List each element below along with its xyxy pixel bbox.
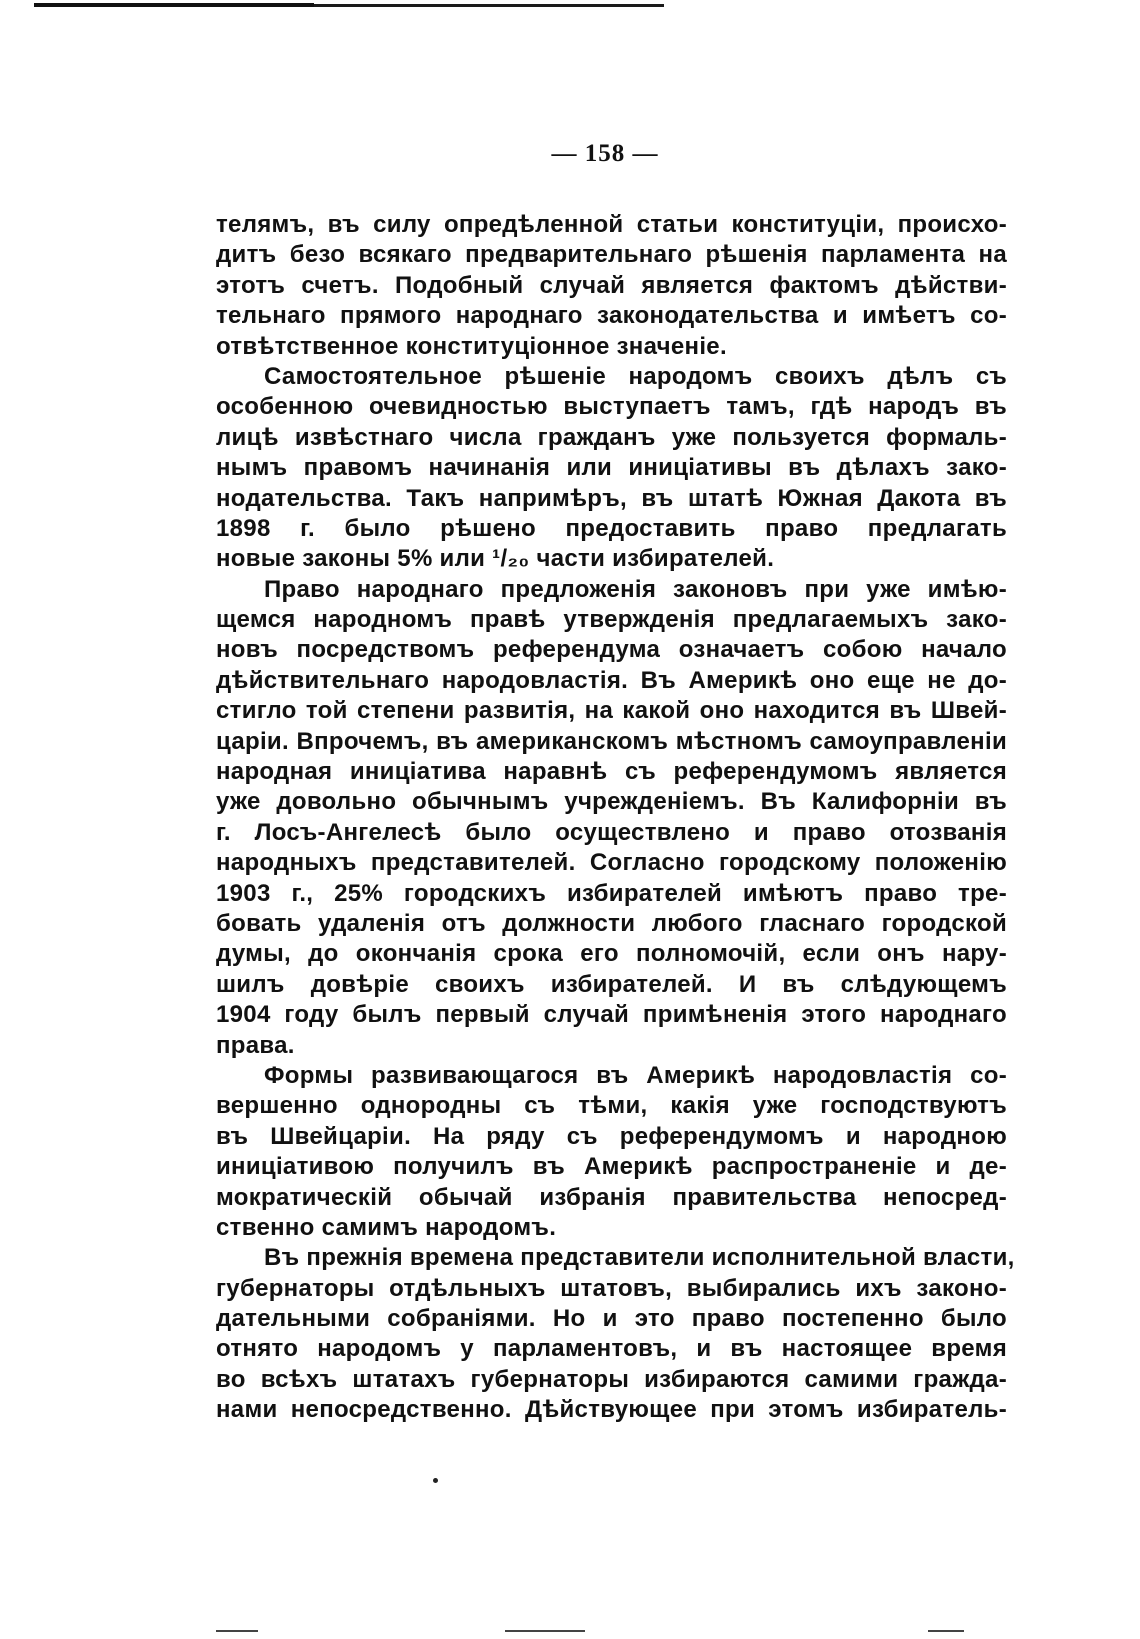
text-line: отвѣтственное конституціонное значеніе. [216,332,727,360]
text-line: этотъ счетъ. Подобный случай является фактомъ дѣйстви- [216,271,1007,299]
text-line: новые законы 5% или ¹/₂₀ части избирателей. [216,545,775,573]
paragraph-2 [216,362,1007,575]
text-line: Самостоятельное рѣшеніе народомъ своихъ дѣлъ съ [264,362,1007,390]
text-line: нымъ правомъ начинанія или иниціативы въ дѣлахъ зако- [216,454,1007,482]
text-line: стигло той степени развитія, на какой оно находится въ Швей- [216,697,1007,725]
paragraph-5 [216,1243,1015,1425]
text-line: новъ посредствомъ референдума означаетъ собою начало [216,636,1007,664]
text-line: Право народнаго предложенія законовъ при уже имѣю- [264,575,1007,603]
text-line: 1898 г. было рѣшено предоставить право предлагать [216,514,1007,542]
text-line: щемся народномъ правѣ утвержденія предлагаемыхъ зако- [216,606,1007,634]
ink-speck [433,1478,438,1483]
text-line: Въ прежнія времена представители исполнительной власти, [264,1244,1015,1272]
text-line: уже довольно обычнымъ учрежденіемъ. Въ Калифорніи въ [216,788,1007,816]
text-line: дѣйствительнаго народовластія. Въ Америкѣ оно еще не до- [216,666,1007,694]
text-line: губернаторы отдѣльныхъ штатовъ, выбирались ихъ законо- [216,1274,1007,1302]
text-line: права. [216,1031,295,1059]
text-line: нодательства. Такъ напримѣръ, въ штатѣ Южная Дакота въ [216,484,1007,512]
text-line: ственно самимъ народомъ. [216,1213,557,1241]
text-line: отнято народомъ у парламентовъ, и въ настоящее время [216,1335,1007,1363]
text-line: народная иниціатива наравнѣ съ референдумомъ является [216,758,1007,786]
text-line: царіи. Впрочемъ, въ американскомъ мѣстномъ самоуправленіи [216,727,1007,755]
top-border-rule-heavy [34,3,314,7]
text-line: дательными собраніями. Но и это право постепенно было [216,1305,1007,1333]
text-line: народныхъ представителей. Согласно городскому положенію [216,849,1007,877]
paragraph-4 [216,1061,1007,1243]
bottom-scan-mark [505,1630,585,1632]
text-line: въ Швейцаріи. На ряду съ референдумомъ и народною [216,1122,1007,1150]
text-line: тельнаго прямого народнаго законодательства и имѣетъ со- [216,302,1007,330]
text-line: думы, до окончанія срока его полномочій, если онъ нару- [216,940,1007,968]
paragraph-1 [216,210,1007,362]
text-line: лицѣ извѣстнаго числа гражданъ уже пользуется формаль- [216,423,1007,451]
text-line: мократическій обычай избранія правительства непосред- [216,1183,1007,1211]
text-line: вершенно однородны съ тѣми, какія уже господствуютъ [216,1092,1007,1120]
bottom-scan-mark [928,1630,964,1632]
text-line: бовать удаленія отъ должности любого гласнаго городской [216,909,1007,937]
text-line: телямъ, въ силу опредѣленной статьи конституціи, происхо- [216,211,1007,238]
body-text [216,210,1015,1426]
text-line: иниціативою получилъ въ Америкѣ распространеніе и де- [216,1153,1007,1181]
text-line: Формы развивающагося въ Америкѣ народовластія со- [264,1061,1007,1089]
text-line: дитъ безо всякаго предварительнаго рѣшенія парламента на [216,241,1007,269]
text-line: 1903 г., 25% городскихъ избирателей имѣютъ право тре- [216,879,1007,907]
text-line: нами непосредственно. Дѣйствующее при этомъ избиратель- [216,1396,1007,1424]
text-line: 1904 году былъ первый случай примѣненія этого народнаго [216,1001,1007,1029]
bottom-scan-mark [216,1630,258,1632]
text-line: г. Лосъ-Ангелесѣ было осуществлено и право отозванія [216,818,1007,846]
text-line: во всѣхъ штатахъ губернаторы избираются самими гражда- [216,1365,1007,1393]
page-number: — 158 — [551,140,659,167]
paragraph-3 [216,575,1007,1061]
text-line: особенною очевидностью выступаетъ тамъ, гдѣ народъ въ [216,393,1007,421]
text-line: шилъ довѣріе своихъ избирателей. И въ слѣдующемъ [216,970,1007,998]
